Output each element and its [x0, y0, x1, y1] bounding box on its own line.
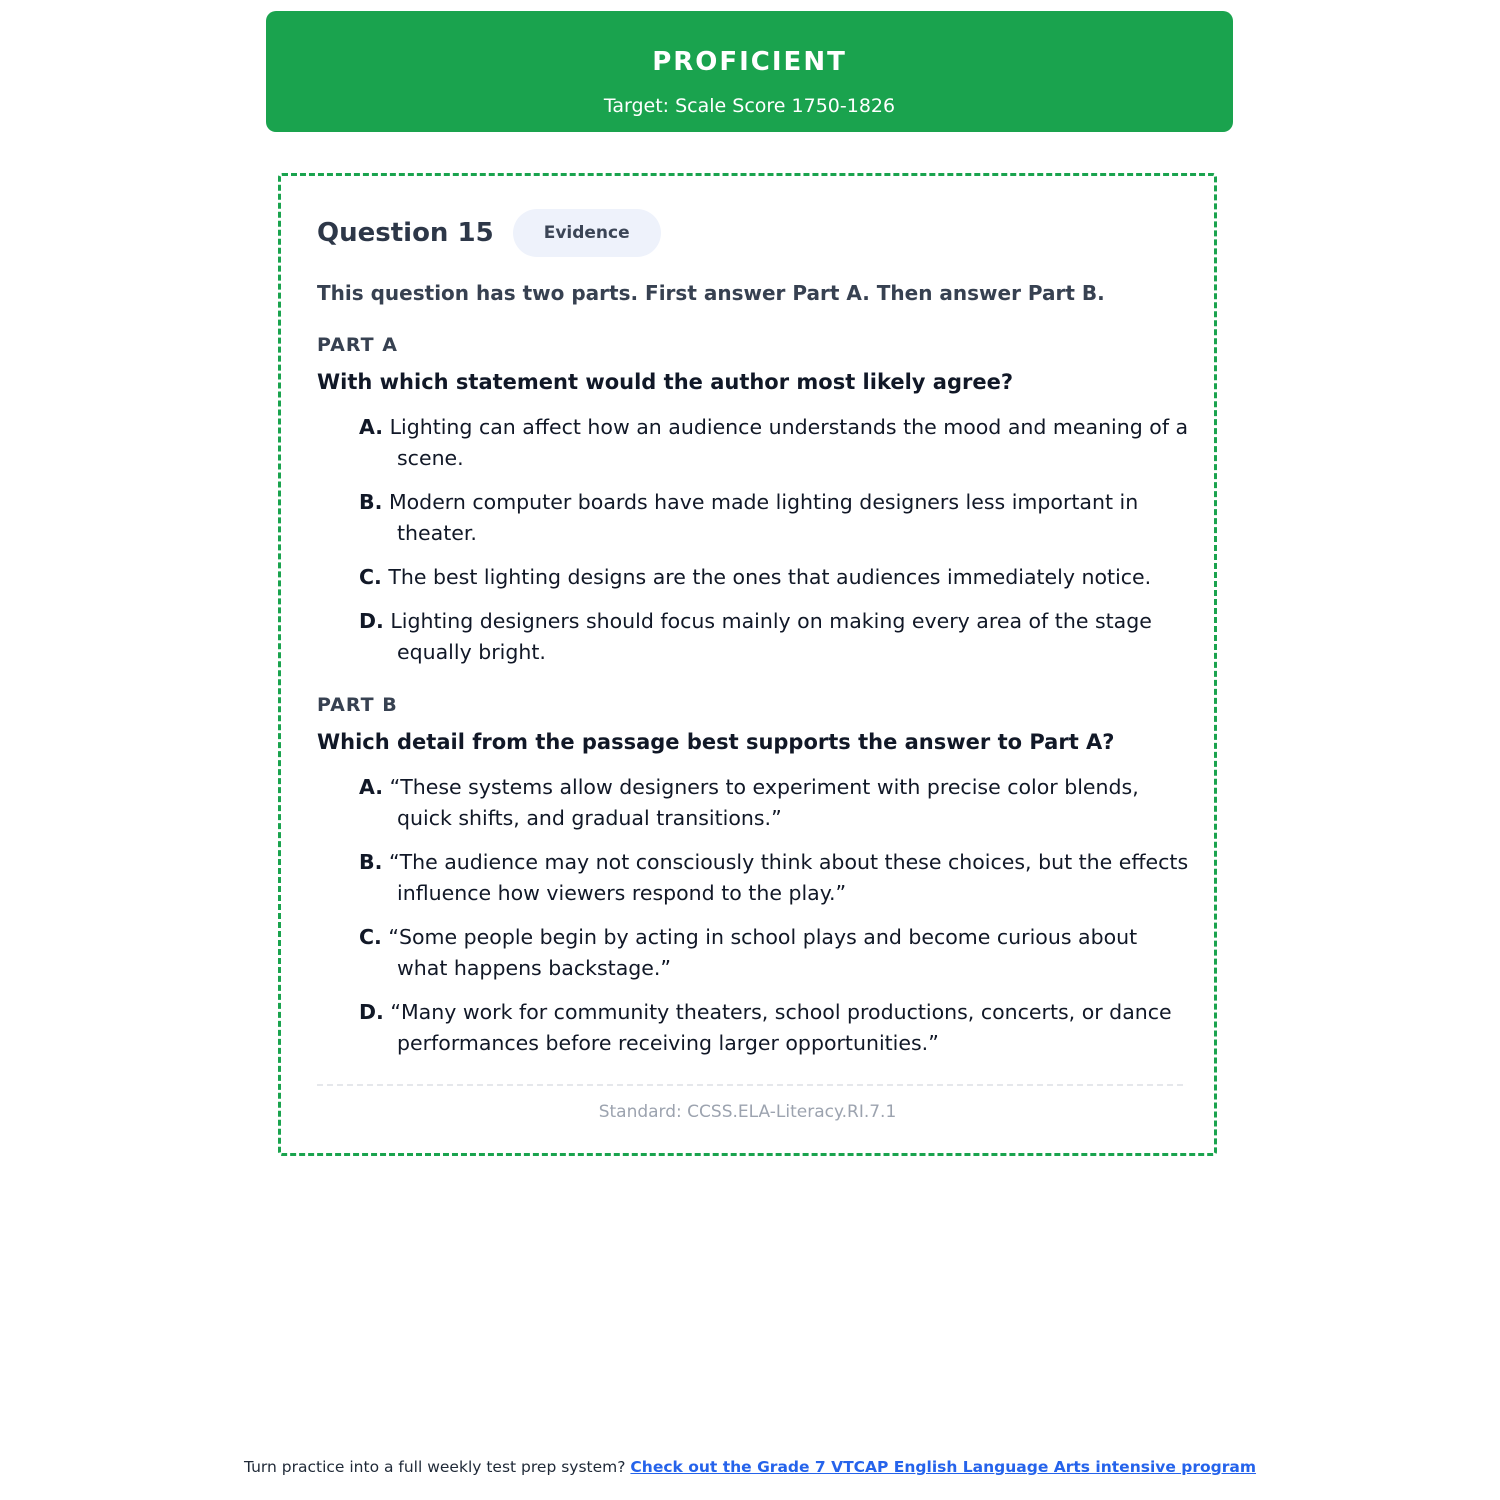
- choice-text: “Some people begin by acting in school plays and become curious about what happens backstage.”: [388, 925, 1138, 980]
- part-a-choice-b[interactable]: [359, 487, 1189, 549]
- part-a-choices: [359, 412, 1189, 681]
- part-b-choices: [359, 772, 1189, 1072]
- level-banner: [266, 11, 1233, 132]
- part-a-choice-c[interactable]: [359, 562, 1189, 593]
- question-title: Question 15: [317, 218, 494, 248]
- choice-text: “These systems allow designers to experiment with precise color blends, quick shifts, and gradual transitions.”: [389, 775, 1139, 830]
- part-a-choice-d[interactable]: [359, 606, 1189, 668]
- choice-text: “The audience may not consciously think about these choices, but the effects influence how viewers respond to the play.”: [388, 850, 1189, 905]
- choice-letter: A.: [359, 775, 384, 799]
- question-card: [278, 173, 1217, 1156]
- part-a-choice-a[interactable]: [359, 412, 1189, 474]
- part-a-prompt: With which statement would the author most likely agree?: [317, 370, 1014, 394]
- choice-letter: B.: [359, 850, 383, 874]
- choice-letter: D.: [359, 609, 384, 633]
- part-b-choice-c[interactable]: [359, 922, 1189, 984]
- standard-label: Standard: CCSS.ELA-Literacy.RI.7.1: [598, 1102, 897, 1122]
- program-link[interactable]: Check out the Grade 7 VTCAP English Language Arts intensive program: [630, 1458, 1257, 1476]
- footer-text: Turn practice into a full weekly test prep system?: [243, 1458, 631, 1476]
- choice-letter: A.: [359, 415, 384, 439]
- choice-text: “Many work for community theaters, school productions, concerts, or dance performances before receiving larger opportunities.”: [390, 1000, 1172, 1055]
- footer: [0, 1458, 1500, 1476]
- part-b-choice-d[interactable]: [359, 997, 1189, 1059]
- choice-letter: B.: [359, 490, 383, 514]
- skill-badge: Evidence: [513, 209, 661, 257]
- choice-text: Lighting designers should focus mainly on making every area of the stage equally bright.: [390, 609, 1152, 664]
- choice-text: Lighting can affect how an audience understands the mood and meaning of a scene.: [389, 415, 1189, 470]
- banner-subtitle: Target: Scale Score 1750-1826: [603, 95, 896, 117]
- choice-text: The best lighting designs are the ones that audiences immediately notice.: [388, 565, 1152, 589]
- part-b-choice-b[interactable]: [359, 847, 1189, 909]
- divider: [317, 1084, 1183, 1086]
- choice-letter: D.: [359, 1000, 384, 1024]
- choice-letter: C.: [359, 925, 382, 949]
- choice-text: Modern computer boards have made lighting designers less important in theater.: [388, 490, 1139, 545]
- banner-title: PROFICIENT: [652, 47, 847, 77]
- part-b-choice-a[interactable]: [359, 772, 1189, 834]
- choice-letter: C.: [359, 565, 382, 589]
- part-b-prompt: Which detail from the passage best supports the answer to Part A?: [317, 730, 1115, 754]
- question-header: [317, 208, 661, 258]
- question-instructions: This question has two parts. First answer Part A. Then answer Part B.: [317, 281, 1105, 305]
- part-a-label: PART A: [317, 334, 398, 356]
- part-b-label: PART B: [317, 694, 398, 716]
